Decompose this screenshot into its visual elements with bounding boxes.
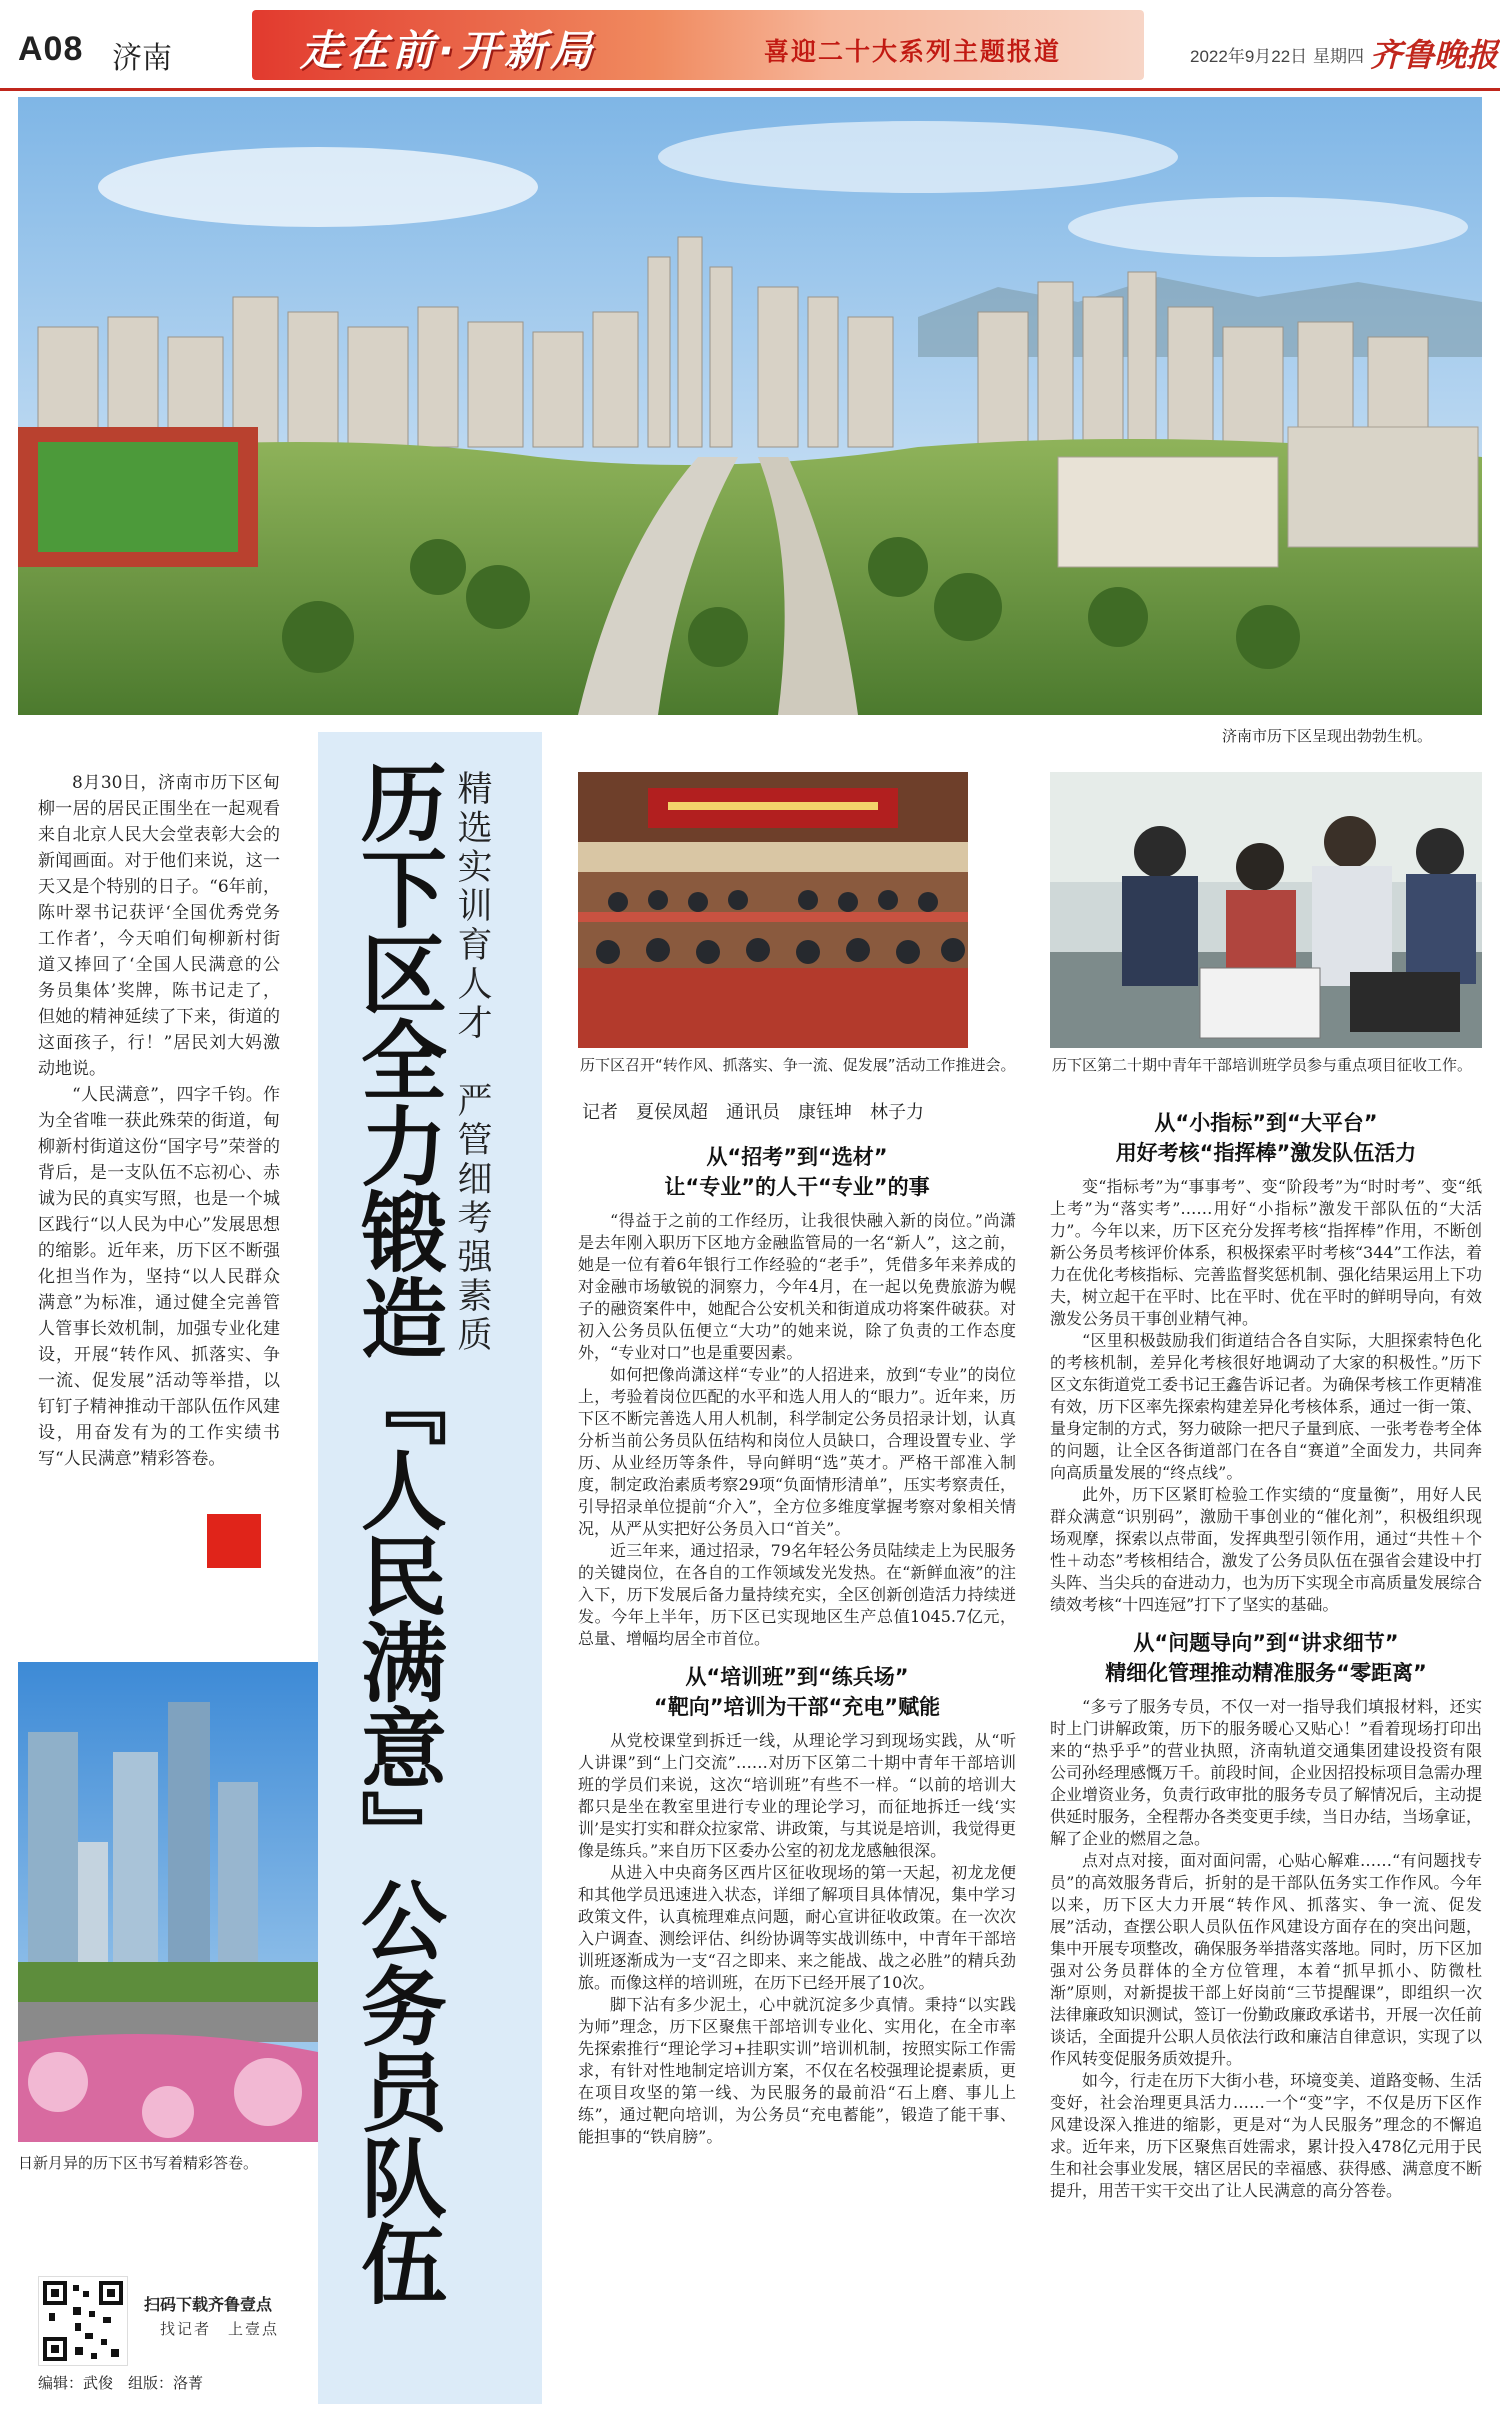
section-heading <box>578 1662 1016 1722</box>
article-subtitle: 精选实训育人才 严管细考强素质 <box>452 770 492 1355</box>
banner-series-title: 喜迎二十大系列主题报道 <box>764 37 1062 66</box>
header-divider <box>0 88 1500 91</box>
body-paragraph: 如今，行走在历下大街小巷，环境变美、道路变畅、生活变好，社会治理更具活力……一个“变”字，不仅是历下区作风建设深入推进的缩影，更是对“为人民服务”理念的不懈追求。近年来，历下区聚焦百姓需求，累计投入478亿元用于民生和社会事业发展，辖区居民的幸福感、获得感、满意度不断提升，用苦干实干交出了让人民满意的高分答卷。 <box>1050 2071 1483 2200</box>
body-paragraph: 变“指标考”为“事事考”、变“阶段考”为“时时考”、变“纸上考”为“落实考”……用好“小指标”激发干部队伍的“大活力”。今年以来，历下区充分发挥考核“指挥棒”作用，不断创新公务员考核评价体系，积极探索平时考核“344”工作法，着力在优化考核指标、完善监督奖惩机制、强化结果运用上下功夫，树立起干在平时、比在平时、优在平时的鲜明导向，有效激发公务员干事创业精气神。 <box>1050 1177 1483 1328</box>
section-heading-line: 从“招考”到“选材” <box>706 1145 888 1169</box>
trainee-photo-caption: 历下区第二十期中青年干部培训班学员参与重点项目征收工作。 <box>1052 1056 1473 1074</box>
body-paragraph: 此外，历下区紧盯检验工作实绩的“度量衡”，用好人民群众满意“识别码”，激励干事创业的“催化剂”，积极组织现场观摩，探索以点带面，发挥典型引领作用，通过“共性＋个性＋动态”考核相结合，激发了公务员队伍在强省会建设中打头阵、当尖兵的奋进动力，也为历下实现全市高质量发展综合绩效考核“十四连冠”打下了坚实的基础。 <box>1050 1485 1483 1614</box>
lead-paragraph: “人民满意”，四字千钧。作为全省唯一获此殊荣的街道，甸柳新村街道这份“国字号”荣誉的背后，是一支队伍不忘初心、赤诚为民的真实写照，也是一个城区践行“以人民为中心”发展思想的缩影。近年来，历下区不断强化担当作为，坚持“以人民群众满意”为标准，通过健全完善管人管事长效机制，加强专业化建设，开展“转作风、抓落实、争一流、促发展”活动等举措，以钉钉子精神推动干部队伍作风建设，用奋发有为的工作实绩书写“人民满意”精彩答卷。 <box>38 1085 280 1469</box>
section-heading-line: 从“问题导向”到“讲求细节” <box>1133 1631 1399 1655</box>
main-photo-caption: 济南市历下区呈现出勃勃生机。 <box>1222 727 1433 745</box>
newspaper-logo: 齐鲁晚报 <box>1370 36 1499 74</box>
section-heading-line: 用好考核“指挥棒”激发队伍活力 <box>1115 1141 1417 1165</box>
body-paragraph: “得益于之前的工作经历，让我很快融入新的岗位。”尚潇是去年刚入职历下区地方金融监管局的一名“新人”，这之前，她是一位有着6年银行工作经验的“老手”，凭借多年来养成的对金融市场敏锐的洞察力，今年4月，在一起以免费旅游为幌子的融资案件中，她配合公安机关和街道成功将案件破获。对初入公务员队伍便立“大功”的她来说，除了负责的工作态度外，“专业对口”也是重要因素。 <box>578 1211 1016 1362</box>
decorative-red-square <box>207 1514 261 1568</box>
section-heading-line: 让“专业”的人干“专业”的事 <box>664 1175 930 1199</box>
section-body <box>1050 1696 1482 2202</box>
series-banner <box>252 10 1144 80</box>
city-panorama-photo <box>18 97 1482 715</box>
section-heading <box>1050 1108 1482 1168</box>
trainee-work-photo <box>1050 772 1482 1048</box>
lead-paragraph: 8月30日，济南市历下区甸柳一居的居民正围坐在一起观看来自北京人民大会堂表彰大会的新闻画面。对于他们来说，这一天又是个特别的日子。“6年前，陈叶翠书记获评‘全国优秀党务工作者’，今天咱们甸柳新村街道又捧回了‘全国人民满意的公务员集体’奖牌，陈书记走了，但她的精神延续了下来，街道的这面孩子，行！”居民刘大妈激动地说。 <box>38 773 280 1079</box>
section-heading <box>578 1142 1016 1202</box>
body-paragraph: 从党校课堂到拆迁一线，从理论学习到现场实践，从“听人讲课”到“上门交流”……对历下区第二十期中青年干部培训班的学员们来说，这次“培训班”有些不一样。“以前的培训大都只是坐在教室里进行专业的理论学习，而征地拆迁一线‘实训’是实打实和群众拉家常、讲政策，与其说是培训，我觉得更像是练兵。”来自历下区委办公室的初龙龙感触很深。 <box>578 1731 1016 1860</box>
issue-weekday: 星期四 <box>1313 47 1364 67</box>
qr-subtitle: 找记者 上壹点 <box>160 2320 280 2338</box>
page-number: A08 <box>18 30 84 68</box>
section-heading-line: 精细化管理推动精准服务“零距离” <box>1105 1661 1427 1685</box>
lead-paragraphs <box>38 770 280 1472</box>
body-paragraph: 从进入中央商务区西片区征收现场的第一天起，初龙龙便和其他学员迅速进入状态，详细了解项目具体情况，集中学习政策文件，认真梳理难点问题，耐心宣讲征收政策。在一次次入户调查、测绘评估、纠纷协调等实战训练中，中青年干部培训班逐渐成为一支“召之即来、来之能战、战之必胜”的精兵劲旅。而像这样的培训班，在历下已经开展了10次。 <box>578 1863 1016 1992</box>
section-heading-line: 从“小指标”到“大平台” <box>1154 1111 1378 1135</box>
section-heading-line: 从“培训班”到“练兵场” <box>685 1665 909 1689</box>
body-paragraph: 近三年来，通过招录，79名年轻公务员陆续走上为民服务的关键岗位，在各自的工作领域发光发热。在“新鲜血液”的注入下，历下发展后备力量持续充实，全区创新创造活力持续迸发。今年上半年，历下区已实现地区生产总值1045.7亿元，总量、增幅均居全市首位。 <box>578 1541 1016 1648</box>
left-photo-caption: 日新月异的历下区书写着精彩答卷。 <box>18 2154 259 2172</box>
section-body <box>578 1210 1016 1650</box>
skyline-photo <box>18 1662 318 2142</box>
meeting-photo <box>578 772 968 1048</box>
section-body <box>1050 1176 1482 1616</box>
qr-code[interactable] <box>38 2276 128 2366</box>
qr-title: 扫码下载齐鲁壹点 <box>144 2295 273 2314</box>
body-paragraph: 脚下沾有多少泥土，心中就沉淀多少真情。秉持“以实践为师”理念，历下区聚焦干部培训专业化、实用化，在全市率先探索推行“理论学习+挂职实训”培训机制，按照实际工作需求，有针对性地制定培训方案，不仅在名校强理论提素质，更在项目攻坚的第一线、为民服务的最前沿“石上磨、事儿上练”，通过靶向培训，为公务员“充电蓄能”，锻造了能干事、能担事的“铁肩膀”。 <box>578 1995 1016 2146</box>
editor-credits: 编辑：武俊 组版：洛菁 <box>38 2374 204 2392</box>
section-name: 济南 <box>112 42 172 75</box>
body-paragraph: “多亏了服务专员，不仅一对一指导我们填报材料，还实时上门讲解政策，历下的服务暖心又贴心！”看着现场打印出来的“热乎乎”的营业执照，济南轨道交通集团建设投资有限公司孙经理感慨万千。前段时间，企业因招投标项目急需办理企业增资业务，负责行政审批的服务专员了解情况后，主动提供延时服务，全程帮办各类变更手续，当日办结，当场拿证，解了企业的燃眉之急。 <box>1050 1697 1483 1848</box>
body-paragraph: “区里积极鼓励我们街道结合各自实际，大胆探索特色化的考核机制，差异化考核很好地调动了大家的积极性。”历下区文东街道党工委书记王鑫告诉记者。为确保考核工作更精准有效，历下区率先探索构建差异化考核体系，通过一街一策、量身定制的方式，努力破除一把尺子量到底、一张考卷考全体的问题，让全区各街道部门在各自“赛道”全面发力，共同奔向高质量发展的“终点线”。 <box>1050 1331 1483 1482</box>
meeting-photo-caption: 历下区召开“转作风、抓落实、争一流、促发展”活动工作推进会。 <box>580 1056 1016 1074</box>
banner-slogan: 走在前·开新局 <box>300 26 596 75</box>
section-body <box>578 1730 1016 2148</box>
right-column <box>1050 1068 1482 2202</box>
article-byline: 记者 夏侯凤超 通讯员 康钰坤 林子力 <box>582 1102 924 1123</box>
issue-date: 2022年9月22日 <box>1190 47 1308 66</box>
body-paragraph: 点对点对接，面对面问需，心贴心解难……“有问题找专员”的高效服务背后，折射的是干部队伍务实工作作风。今年以来，历下区大力开展“转作风、抓落实、争一流、促发展”活动，查摆公职人员队伍作风建设方面存在的突出问题，集中开展专项整改，确保服务举措落实落地。同时，历下区加强对公务员群体的全方位管理，本着“抓早抓小、防微杜渐”原则，对新提拔干部上好岗前“三节提醒课”，即组织一次法律廉政知识测试，签订一份勤政廉政承诺书，开展一次任前谈话，全面提升公职人员依法行政和廉洁自律意识，实现了以作风转变促服务质效提升。 <box>1050 1851 1483 2068</box>
center-column <box>578 1108 1016 2148</box>
body-paragraph: 如何把像尚潇这样“专业”的人招进来，放到“专业”的岗位上，考验着岗位匹配的水平和选人用人的“眼力”。近年来，历下区不断完善选人用人机制，科学制定公务员招录计划，认真分析当前公务员队伍结构和岗位人员缺口，合理设置专业、学历、从业经历等条件，导向鲜明“选”英才。严格干部准入制度，制定政治素质考察29项“负面情形清单”，压实考察责任，引导招录单位提前“介入”，全方位多维度掌握考察对象相关情况，从严从实把好公务员入口“首关”。 <box>578 1365 1016 1538</box>
section-heading <box>1050 1628 1482 1688</box>
section-heading-line: “靶向”培训为干部“充电”赋能 <box>653 1695 941 1719</box>
article-headline: 历下区全力锻造『人民满意』公务员队伍 <box>346 758 447 2306</box>
